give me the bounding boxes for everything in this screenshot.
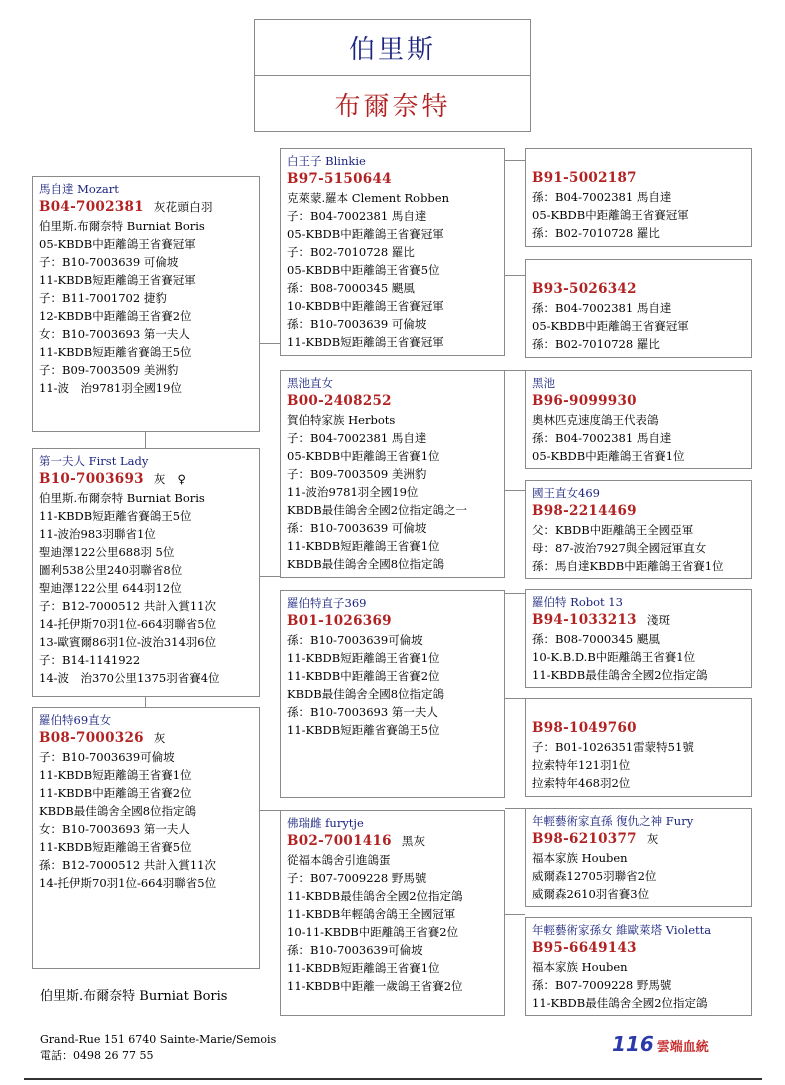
connector: [505, 490, 525, 491]
card-line: 11-KBDB最佳鴿舍全國2位指定鴿: [532, 996, 708, 1010]
dam-card: [32, 448, 260, 697]
card-header: 羅伯特直子369: [287, 596, 367, 610]
pedigree-title-box: [254, 19, 531, 132]
great-grandsire-card: [525, 808, 752, 907]
connector: [145, 432, 146, 448]
connector: [260, 343, 280, 344]
owner-name: 伯里斯.布爾奈特 Burniat Boris: [40, 989, 228, 1004]
card-line: 11-波治9781羽全國19位: [287, 485, 419, 499]
card-header: 黑池: [532, 376, 555, 390]
ring-number: B08-7000326 灰: [39, 730, 166, 746]
connector: [505, 914, 525, 915]
card-line: 從福本鴿舍引進鴿蛋: [287, 853, 391, 867]
card-line: 子：B04-7002381 馬自達: [287, 209, 427, 223]
card-line: 05-KBDB中距離鴿王省賽冠軍: [532, 319, 689, 333]
card-line: 聖迪澤122公里 644羽12位: [39, 581, 182, 595]
card-header: 國王直女469: [532, 486, 600, 500]
connector: [260, 576, 280, 577]
card-line: 孫：B10-7003639 可倫坡: [287, 317, 427, 331]
color-tag: 灰 ♀: [153, 472, 187, 486]
great-grandsire-card: [525, 370, 752, 469]
card-line: 女：B10-7003693 第一夫人: [39, 327, 190, 341]
card-line: 11-KBDB短距離鴿王省賽1位: [287, 651, 440, 665]
card-line: 伯里斯.布爾奈特 Burniat Boris: [39, 491, 205, 505]
granddam-card: [280, 370, 505, 578]
card-line: 子：B02-7010728 羅比: [287, 245, 415, 259]
card-line: 威爾森2610羽省賽3位: [532, 887, 650, 901]
card-line: KBDB最佳鴿舍全國2位指定鴿之一: [287, 503, 468, 517]
card-line: 聖迪澤122公里688羽 5位: [39, 545, 175, 559]
card-line: 05-KBDB中距離鴿王省賽1位: [532, 449, 685, 463]
card-header: 年輕藝術家孫女 維歐萊塔 Violetta: [532, 923, 712, 937]
ring-number: B04-7002381 灰花頭白羽: [39, 199, 213, 215]
card-line: 子：B09-7003509 美洲豹: [39, 363, 179, 377]
ring-number: B10-7003693 灰 ♀: [39, 471, 187, 487]
card-line: 孫：B07-7009228 野馬號: [532, 978, 672, 992]
card-line: 11-波 治9781羽全國19位: [39, 381, 182, 395]
card-line: 11-KBDB中距離鴿王省賽2位: [287, 669, 440, 683]
card-line: KBDB最佳鴿舍全國8位指定鴿: [39, 804, 197, 818]
card-line: 孫：B10-7003693 第一夫人: [287, 705, 438, 719]
ring-number: B98-6210377 灰: [532, 831, 659, 847]
card-header: 羅伯特69直女: [39, 713, 112, 727]
card-header: 馬自達 Mozart: [39, 182, 119, 196]
card-line: 子：B12-7000512 共計入賞11次: [39, 599, 216, 613]
card-line: 11-KBDB短距離鴿王省賽5位: [39, 840, 192, 854]
card-line: 11-KBDB中距離鴿王省賽2位: [39, 786, 192, 800]
card-line: 孫：B04-7002381 馬自達: [532, 190, 672, 204]
connector: [260, 810, 280, 811]
card-line: 11-KBDB最佳鴿舍全國2位指定鴿: [287, 889, 463, 903]
card-line: 拉索特年468羽2位: [532, 776, 631, 790]
pigeon-name: 伯里斯: [255, 20, 530, 76]
card-line: 孫：B10-7003639可倫坡: [287, 633, 423, 647]
card-line: 11-波治983羽聯省1位: [39, 527, 156, 541]
card-line: 女：B10-7003693 第一夫人: [39, 822, 190, 836]
card-line: 子：B07-7009228 野馬號: [287, 871, 427, 885]
card-line: 拉索特年121羽1位: [532, 758, 631, 772]
grandsire-card: [280, 148, 505, 356]
card-header: 黑池直女: [287, 376, 333, 390]
card-line: 11-KBDB短距離鴿王省賽冠軍: [287, 335, 444, 349]
card-header: 白王子 Blinkie: [287, 154, 366, 168]
card-line: 05-KBDB中距離鴿王省賽冠軍: [532, 208, 689, 222]
ring-number: B94-1033213 淺斑: [532, 612, 671, 628]
connector: [505, 275, 525, 276]
card-line: 11-KBDB年輕鴿舍鴿王全國冠軍: [287, 907, 456, 921]
phone: 電話：0498 26 77 55: [40, 1049, 154, 1062]
dam-sire-card: [32, 707, 260, 969]
card-line: 圖利538公里240羽聯省8位: [39, 563, 183, 577]
connector: [505, 160, 525, 161]
card-line: 子：B10-7003639可倫坡: [39, 750, 175, 764]
ring-number: B01-1026369: [287, 613, 392, 629]
ring-number: B95-6649143: [532, 940, 637, 956]
card-line: 子：B14-1141922: [39, 653, 141, 667]
card-line: 孫：B04-7002381 馬自達: [532, 301, 672, 315]
card-line: 11-KBDB最佳鴿舍全國2位指定鴿: [532, 668, 708, 682]
card-line: KBDB最佳鴿舍全國8位指定鴿: [287, 557, 445, 571]
card-line: 孫：B02-7010728 羅比: [532, 337, 660, 351]
great-granddam-card: [525, 259, 752, 358]
card-line: 子：B01-1026351雷蒙特51號: [532, 740, 694, 754]
card-line: 威爾森12705羽聯省2位: [532, 869, 657, 883]
ring-number: B98-1049760: [532, 720, 637, 736]
card-line: 05-KBDB中距離鴿王省賽冠軍: [39, 237, 196, 251]
card-line: 14-托伊斯70羽1位-664羽聯省5位: [39, 876, 217, 890]
great-grandsire-card: [525, 589, 752, 688]
great-granddam-card: [525, 917, 752, 1016]
card-header: 佛瑞雌 furytje: [287, 816, 364, 830]
card-line: 伯里斯.布爾奈特 Burniat Boris: [39, 219, 205, 233]
sire-card: [32, 176, 260, 432]
card-header: 第一夫人 First Lady: [39, 454, 149, 468]
connector: [505, 698, 525, 699]
site-logo[interactable]: [612, 1032, 709, 1056]
card-line: 10-K.B.D.B中距離鴿王省賽1位: [532, 650, 696, 664]
owner-surname: 布爾奈特: [334, 92, 451, 122]
card-line: 孫：B02-7010728 羅比: [532, 226, 660, 240]
card-line: 11-KBDB短距離省賽鴿王5位: [39, 345, 192, 359]
connector: [145, 697, 146, 707]
ring-number: B97-5150644: [287, 171, 392, 187]
card-line: 克萊蒙.羅本 Clement Robben: [287, 191, 450, 205]
card-line: 賀伯特家族 Herbots: [287, 413, 396, 427]
card-line: 10-11-KBDB中距離鴿王省賽2位: [287, 925, 459, 939]
logo-number: 116: [612, 1032, 654, 1056]
card-line: 子：B10-7003639 可倫坡: [39, 255, 179, 269]
card-line: 福本家族 Houben: [532, 851, 628, 865]
card-line: 孫：馬自達KBDB中距離鴿王省賽1位: [532, 559, 724, 573]
connector: [505, 593, 525, 594]
card-line: KBDB最佳鴿舍全國8位指定鴿: [287, 687, 445, 701]
card-line: 14-托伊斯70羽1位-664羽聯省5位: [39, 617, 217, 631]
card-line: 13-歐賓爾86羽1位-波治314羽6位: [39, 635, 217, 649]
card-line: 福本家族 Houben: [532, 960, 628, 974]
card-line: 孫：B04-7002381 馬自達: [532, 431, 672, 445]
ring-number: B98-2214469: [532, 503, 637, 519]
card-line: 孫：B10-7003639 可倫坡: [287, 521, 427, 535]
card-line: 05-KBDB中距離鴿王省賽1位: [287, 449, 440, 463]
great-granddam-card: [525, 480, 752, 579]
dam-grandsire-card: [280, 590, 505, 798]
contact-block: [40, 1032, 276, 1064]
card-line: 11-KBDB短距離省賽鴿王5位: [39, 509, 192, 523]
card-line: 子：B09-7003509 美洲豹: [287, 467, 427, 481]
ring-number: B93-5026342: [532, 281, 637, 297]
card-line: 14-波 治370公里1375羽省賽4位: [39, 671, 220, 685]
card-line: 11-KBDB中距離一歲鴿王省賽2位: [287, 979, 463, 993]
card-header: 羅伯特 Robot 13: [532, 595, 623, 609]
ring-number: B02-7001416 黑灰: [287, 833, 426, 849]
card-line: 11-KBDB短距離鴿王省賽1位: [287, 961, 440, 975]
card-line: 母：87-波治7927與全國冠軍直女: [532, 541, 707, 555]
card-line: 子：B04-7002381 馬自達: [287, 431, 427, 445]
card-line: 孫：B10-7003639可倫坡: [287, 943, 423, 957]
card-header: 年輕藝術家直孫 復仇之神 Fury: [532, 814, 694, 828]
address: Grand-Rue 151 6740 Sainte-Marie/Semois: [40, 1033, 277, 1046]
card-line: 孫：B12-7000512 共計入賞11次: [39, 858, 216, 872]
color-tag: 灰花頭白羽: [153, 200, 213, 214]
color-tag: 黑灰: [401, 834, 426, 848]
connector: [505, 370, 525, 371]
card-line: 12-KBDB中距離鴿王省賽2位: [39, 309, 192, 323]
card-line: 11-KBDB短距離鴿王省賽1位: [39, 768, 192, 782]
dam-granddam-card: [280, 810, 505, 1016]
card-line: 孫：B08-7000345 颶風: [532, 632, 660, 646]
ring-number: B00-2408252: [287, 393, 392, 409]
card-line: 子：B11-7001702 捷豹: [39, 291, 167, 305]
card-line: 05-KBDB中距離鴿王省賽冠軍: [287, 227, 444, 241]
card-line: 11-KBDB短距離省賽鴿王5位: [287, 723, 440, 737]
connector: [505, 808, 525, 809]
card-line: 奧林匹克速度鴿王代表鴿: [532, 413, 659, 427]
card-line: 10-KBDB中距離鴿王省賽冠軍: [287, 299, 444, 313]
color-tag: 灰: [646, 832, 659, 846]
ring-number: B96-9099930: [532, 393, 637, 409]
card-line: 父：KBDB中距離鴿王全國亞軍: [532, 523, 694, 537]
color-tag: 淺斑: [646, 613, 671, 627]
great-granddam-card: [525, 698, 752, 797]
card-line: 孫：B08-7000345 颶風: [287, 281, 415, 295]
color-tag: 灰: [153, 731, 166, 745]
ring-number: B91-5002187: [532, 170, 637, 186]
card-line: 05-KBDB中距離鴿王省賽5位: [287, 263, 440, 277]
great-grandsire-card: [525, 148, 752, 247]
card-line: 11-KBDB短距離鴿王省賽1位: [287, 539, 440, 553]
logo-text: 雲端血統: [656, 1040, 709, 1055]
card-line: 11-KBDB短距離鴿王省賽冠軍: [39, 273, 196, 287]
bottom-divider: [24, 1078, 762, 1080]
